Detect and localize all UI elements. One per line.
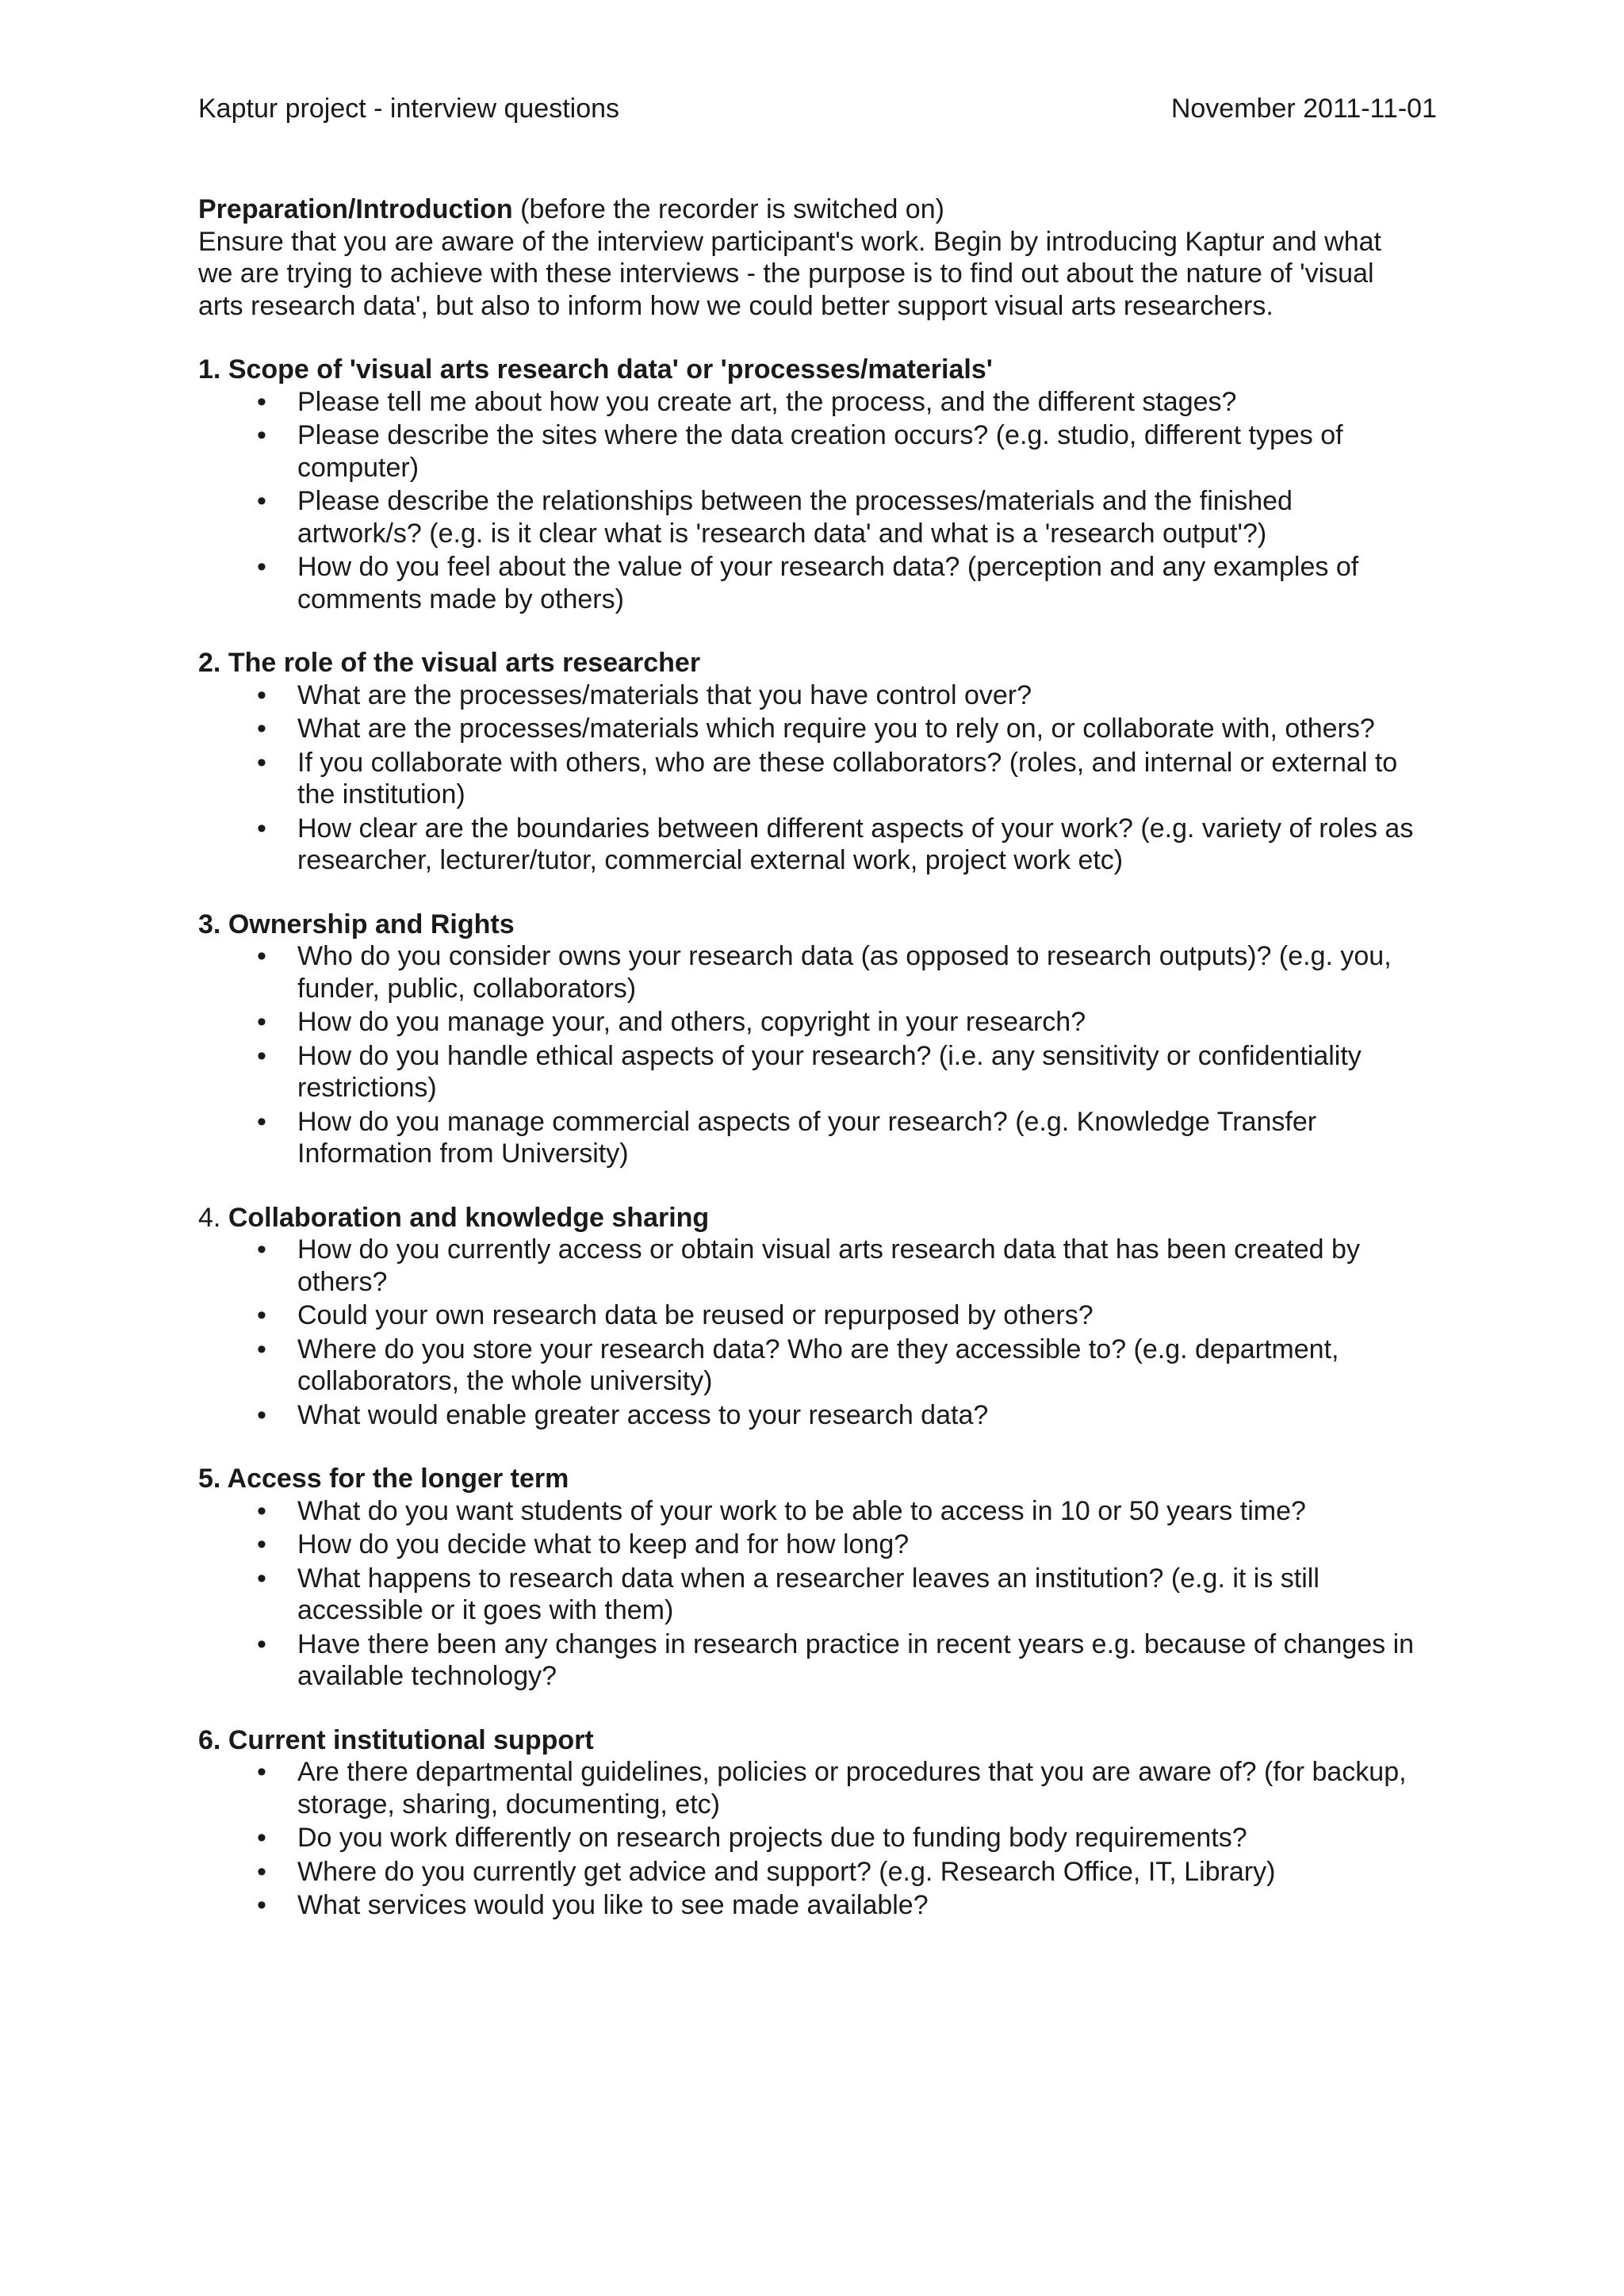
- header-date: November 2011-11-01: [1170, 94, 1437, 124]
- question-line: If you collaborate with others, who are these collaborators? (roles, and internal or external to: [297, 747, 1398, 778]
- question-line: storage, sharing, documenting, etc): [297, 1789, 720, 1820]
- bullet-icon: •: [257, 714, 266, 744]
- question-line: comments made by others): [297, 584, 624, 614]
- question-item: [198, 747, 1442, 811]
- question-line: available technology?: [297, 1661, 557, 1691]
- question-line: Please tell me about how you create art, the process, and the different stages?: [297, 386, 1237, 417]
- question-line: restrictions): [297, 1073, 437, 1103]
- question-line: Where do you currently get advice and support? (e.g. Research Office, IT, Library): [297, 1856, 1276, 1887]
- bullet-icon: •: [257, 552, 266, 582]
- question-section: [198, 647, 1442, 877]
- question-line: Who do you consider owns your research data (as opposed to research outputs)? (e.g. you,: [297, 941, 1392, 971]
- section-number: 4.: [198, 1202, 228, 1233]
- bullet-icon: •: [257, 941, 266, 971]
- bullet-icon: •: [257, 1529, 266, 1559]
- bullet-icon: •: [257, 386, 266, 417]
- intro-title: Preparation/Introduction: [198, 194, 513, 224]
- bullet-icon: •: [257, 1106, 266, 1137]
- document-body: [198, 193, 1442, 1954]
- section-title: Current institutional support: [228, 1724, 594, 1755]
- question-item: [198, 940, 1442, 1004]
- question-line: others?: [297, 1266, 388, 1297]
- question-line: What would enable greater access to your research data?: [297, 1399, 989, 1430]
- question-line: Information from University): [297, 1138, 629, 1169]
- bullet-icon: •: [257, 1757, 266, 1787]
- question-item: [198, 1299, 1442, 1332]
- question-item: [198, 813, 1442, 877]
- question-line: computer): [297, 452, 419, 483]
- section-number: 3.: [198, 909, 228, 939]
- page-header: [198, 89, 1437, 128]
- intro-heading: [198, 193, 1442, 226]
- intro-line: arts research data', but also to inform how we could better support visual arts researchers.: [198, 290, 1274, 321]
- section-title: The role of the visual arts researcher: [228, 648, 701, 678]
- bullet-icon: •: [257, 1007, 266, 1037]
- section-title: Collaboration and knowledge sharing: [228, 1202, 710, 1233]
- question-line: How do you handle ethical aspects of your research? (i.e. any sensitivity or confidentiality: [297, 1040, 1362, 1071]
- bullet-icon: •: [257, 1040, 266, 1071]
- bullet-icon: •: [257, 1823, 266, 1853]
- question-item: [198, 1495, 1442, 1528]
- question-line: the institution): [297, 779, 465, 809]
- section-heading: [198, 1724, 1442, 1757]
- question-line: collaborators, the whole university): [297, 1366, 713, 1396]
- question-section: [198, 354, 1442, 615]
- question-section: [198, 1463, 1442, 1693]
- question-item: [198, 1889, 1442, 1922]
- question-line: What services would you like to see made available?: [297, 1890, 929, 1920]
- intro-subtitle: (before the recorder is switched on): [512, 194, 944, 224]
- question-line: Where do you store your research data? Who are they accessible to? (e.g. department,: [297, 1334, 1339, 1364]
- bullet-icon: •: [257, 1890, 266, 1920]
- question-line: funder, public, collaborators): [297, 973, 637, 1004]
- question-item: [198, 1399, 1442, 1432]
- intro-line: we are trying to achieve with these interviews - the purpose is to find out about the nature of 'visual: [198, 258, 1374, 289]
- intro-section: [198, 193, 1442, 322]
- question-item: [198, 1234, 1442, 1298]
- bullet-icon: •: [257, 1399, 266, 1430]
- question-line: Could your own research data be reused or repurposed by others?: [297, 1300, 1094, 1330]
- question-item: [198, 1822, 1442, 1854]
- question-line: How do you decide what to keep and for how long?: [297, 1529, 910, 1559]
- intro-line: Ensure that you are aware of the interview participant's work. Begin by introducing Kaptur and what: [198, 226, 1381, 257]
- question-item: [198, 1040, 1442, 1104]
- question-list: [198, 1495, 1442, 1693]
- question-item: [198, 419, 1442, 484]
- question-line: artwork/s? (e.g. is it clear what is 'research data' and what is a 'research output'?): [297, 518, 1267, 549]
- bullet-icon: •: [257, 813, 266, 844]
- question-section: [198, 1202, 1442, 1432]
- question-line: Are there departmental guidelines, policies or procedures that you are aware of? (for backup,: [297, 1757, 1407, 1787]
- question-line: researcher, lecturer/tutor, commercial external work, project work etc): [297, 845, 1124, 875]
- bullet-icon: •: [257, 486, 266, 516]
- question-section: [198, 1724, 1442, 1922]
- question-line: What do you want students of your work to be able to access in 10 or 50 years time?: [297, 1495, 1306, 1526]
- section-title: Access for the longer term: [227, 1464, 569, 1494]
- question-line: How do you currently access or obtain visual arts research data that has been created by: [297, 1234, 1360, 1265]
- bullet-icon: •: [257, 1334, 266, 1364]
- question-line: Do you work differently on research projects due to funding body requirements?: [297, 1823, 1247, 1853]
- question-item: [198, 679, 1442, 712]
- question-item: [198, 1563, 1442, 1627]
- bullet-icon: •: [257, 1628, 266, 1659]
- question-section: [198, 909, 1442, 1170]
- question-line: Please describe the sites where the data creation occurs? (e.g. studio, different types of: [297, 420, 1343, 450]
- question-list: [198, 1234, 1442, 1431]
- question-list: [198, 386, 1442, 616]
- bullet-icon: •: [257, 1300, 266, 1330]
- question-item: [198, 1756, 1442, 1820]
- question-item: [198, 386, 1442, 419]
- question-list: [198, 1756, 1442, 1922]
- question-item: [198, 1006, 1442, 1039]
- question-list: [198, 679, 1442, 877]
- question-line: How do you manage commercial aspects of your research? (e.g. Knowledge Transfer: [297, 1106, 1317, 1137]
- section-heading: [198, 1202, 1442, 1234]
- header-title: Kaptur project - interview questions: [198, 94, 620, 124]
- section-number: 1.: [198, 354, 228, 385]
- bullet-icon: •: [257, 1856, 266, 1887]
- bullet-icon: •: [257, 679, 266, 710]
- bullet-icon: •: [257, 420, 266, 450]
- section-heading: [198, 354, 1442, 386]
- question-item: [198, 713, 1442, 745]
- section-heading: [198, 909, 1442, 941]
- question-line: Please describe the relationships between the processes/materials and the finished: [297, 486, 1293, 516]
- question-item: [198, 551, 1442, 615]
- question-item: [198, 1334, 1442, 1398]
- question-line: What are the processes/materials which require you to rely on, or collaborate with, others?: [297, 714, 1375, 744]
- section-heading: [198, 1463, 1442, 1495]
- section-number: 5.: [198, 1464, 228, 1494]
- question-sections: [198, 354, 1442, 1922]
- question-item: [198, 1856, 1442, 1888]
- question-list: [198, 940, 1442, 1170]
- bullet-icon: •: [257, 747, 266, 778]
- question-line: What happens to research data when a researcher leaves an institution? (e.g. it is still: [297, 1563, 1320, 1594]
- section-heading: [198, 647, 1442, 679]
- question-line: What are the processes/materials that you have control over?: [297, 679, 1032, 710]
- question-line: Have there been any changes in research practice in recent years e.g. because of changes in: [297, 1628, 1415, 1659]
- section-title: Ownership and Rights: [228, 909, 515, 939]
- question-line: accessible or it goes with them): [297, 1595, 674, 1625]
- bullet-icon: •: [257, 1234, 266, 1265]
- section-number: 2.: [198, 648, 228, 678]
- bullet-icon: •: [257, 1563, 266, 1594]
- question-item: [198, 485, 1442, 549]
- question-line: How clear are the boundaries between different aspects of your work? (e.g. variety of roles as: [297, 813, 1414, 844]
- question-item: [198, 1628, 1442, 1693]
- section-number: 6.: [198, 1724, 228, 1755]
- section-title: Scope of 'visual arts research data' or 'processes/materials': [228, 354, 993, 385]
- question-item: [198, 1529, 1442, 1561]
- question-line: How do you manage your, and others, copyright in your research?: [297, 1007, 1086, 1037]
- question-line: How do you feel about the value of your research data? (perception and any examples of: [297, 552, 1359, 582]
- bullet-icon: •: [257, 1495, 266, 1526]
- question-item: [198, 1106, 1442, 1170]
